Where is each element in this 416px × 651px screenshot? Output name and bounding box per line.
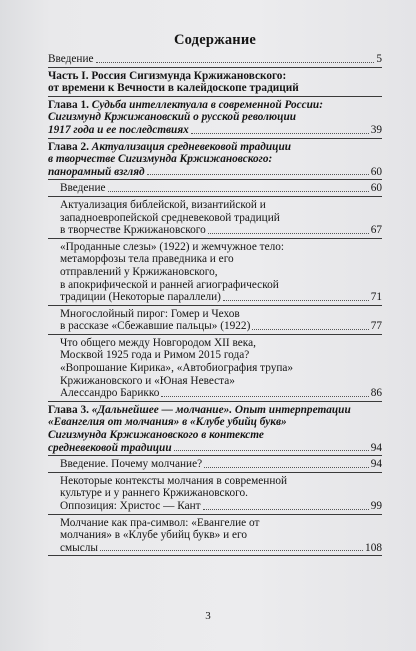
toc-entry-sub xyxy=(48,335,382,402)
toc-entry-line: в рассказе «Сбежавшие пальцы» (1922) xyxy=(60,320,251,333)
toc-entry-line: Многослойный пирог: Гомер и Чехов xyxy=(60,307,240,320)
toc-entry-chapter xyxy=(48,97,382,139)
toc-entry-line: средневековой традиции xyxy=(48,441,172,454)
toc-entry-line: Актуализация библейской, византийской и xyxy=(60,198,266,211)
toc-entry-line: Москвой 1925 года и Римом 2015 года? xyxy=(60,349,250,362)
toc-page-number: 99 xyxy=(370,500,382,512)
toc-entry-line: Глава 2. Актуализация средневековой традиции xyxy=(48,140,292,153)
toc-page-number: 60 xyxy=(370,182,382,195)
toc-entries xyxy=(48,51,382,556)
leader-dots xyxy=(174,450,369,451)
toc-entry-sub xyxy=(48,197,382,239)
leader-dots xyxy=(147,174,369,175)
toc-page-number: 60 xyxy=(370,165,382,178)
toc-entry-sub xyxy=(48,180,382,197)
toc-entry-part xyxy=(48,68,382,97)
toc-page-number: 5 xyxy=(376,53,382,65)
toc-page-number: 71 xyxy=(370,291,382,304)
toc-entry-line: Введение xyxy=(48,53,94,65)
leader-dots xyxy=(223,300,369,301)
toc-entry-intro xyxy=(48,51,382,68)
toc-entry-line: западноевропейской средневековой традиций xyxy=(60,211,280,224)
toc-entry-line: в апокрифической и ранней агиографической xyxy=(60,278,279,291)
leader-dots xyxy=(191,133,369,134)
toc-entry-sub xyxy=(48,515,382,557)
toc-entry-line: метаморфозы тела праведника и его xyxy=(60,253,234,266)
toc-entry-line: Часть I. Россия Сигизмунда Кржижановского: xyxy=(48,69,287,82)
toc-entry-line: «Евангелия от молчания» в «Клубе убийц букв» xyxy=(48,416,287,429)
leader-dots xyxy=(252,329,368,330)
toc-entry-line: Введение xyxy=(60,182,106,195)
toc-page-number: 108 xyxy=(365,541,382,554)
toc-entry-sub xyxy=(48,306,382,335)
table-of-contents xyxy=(48,32,382,556)
leader-dots xyxy=(108,191,369,192)
toc-entry-line: Сигизмунда Кржижановского в контексте xyxy=(48,429,264,442)
leader-dots xyxy=(204,467,369,468)
toc-entry-line: отправлений у Кржижановского, xyxy=(60,265,218,278)
leader-dots xyxy=(203,509,369,510)
toc-entry-line: панорамный взгляд xyxy=(48,165,145,178)
toc-entry-line: Введение. Почему молчание? xyxy=(60,458,203,471)
toc-entry-line: Некоторые контексты молчания в современной xyxy=(60,474,288,487)
toc-entry-line: в творчестве Кржижановского xyxy=(60,224,206,237)
toc-entry-line: Глава 1. Судьба интеллектуала в современной России: xyxy=(48,98,323,111)
leader-dots xyxy=(208,233,369,234)
toc-page-number: 94 xyxy=(370,441,382,454)
toc-entry-chapter xyxy=(48,139,382,181)
toc-entry-line: «Вопрошание Кирика», «Автобиография трупа» xyxy=(60,362,294,375)
toc-entry-line: Сигизмунд Кржижановский о русской революции xyxy=(48,111,297,124)
toc-entry-chapter xyxy=(48,402,382,456)
toc-page-number: 67 xyxy=(370,224,382,237)
leader-dots xyxy=(96,62,375,63)
toc-entry-line: культуре и у раннего Кржижановского. xyxy=(60,487,248,500)
toc-entry-line: от времени к Вечности в калейдоскопе традиций xyxy=(48,82,299,95)
toc-entry-line: Молчание как пра-символ: «Евангелие от xyxy=(60,516,260,529)
toc-entry-sub xyxy=(48,456,382,473)
toc-entry-line: «Проданные слезы» (1922) и жемчужное тело: xyxy=(60,240,285,253)
toc-entry-line: Оппозиция: Христос — Кант xyxy=(60,500,201,512)
toc-entry-line: молчания» в «Клубе убийц букв» и его xyxy=(60,529,248,542)
toc-entry-line: 1917 года и ее последствиях xyxy=(48,123,189,136)
toc-page-number: 77 xyxy=(370,320,382,333)
toc-entry-sub xyxy=(48,473,382,515)
toc-page-number: 86 xyxy=(370,387,382,400)
leader-dots xyxy=(100,550,363,551)
toc-entry-line: в творчестве Сигизмунда Кржижановского: xyxy=(48,153,273,166)
page-number: 3 xyxy=(205,610,211,622)
toc-page-number: 39 xyxy=(370,123,382,136)
toc-title: Содержание xyxy=(173,32,257,48)
toc-entry-line: Глава 3. «Дальнейшее — молчание». Опыт интерпретации xyxy=(48,403,351,416)
leader-dots xyxy=(161,396,368,397)
toc-entry-line: Кржижановского и «Юная Невеста» xyxy=(60,374,235,387)
toc-entry-line: Алессандро Барикко xyxy=(60,387,160,400)
toc-entry-line: традиции (Некоторые параллели) xyxy=(60,291,221,304)
toc-entry-sub xyxy=(48,239,382,306)
toc-page-number: 94 xyxy=(370,458,382,471)
toc-entry-line: смыслы xyxy=(60,541,98,554)
toc-entry-line: Что общего между Новгородом XII века, xyxy=(60,336,256,349)
